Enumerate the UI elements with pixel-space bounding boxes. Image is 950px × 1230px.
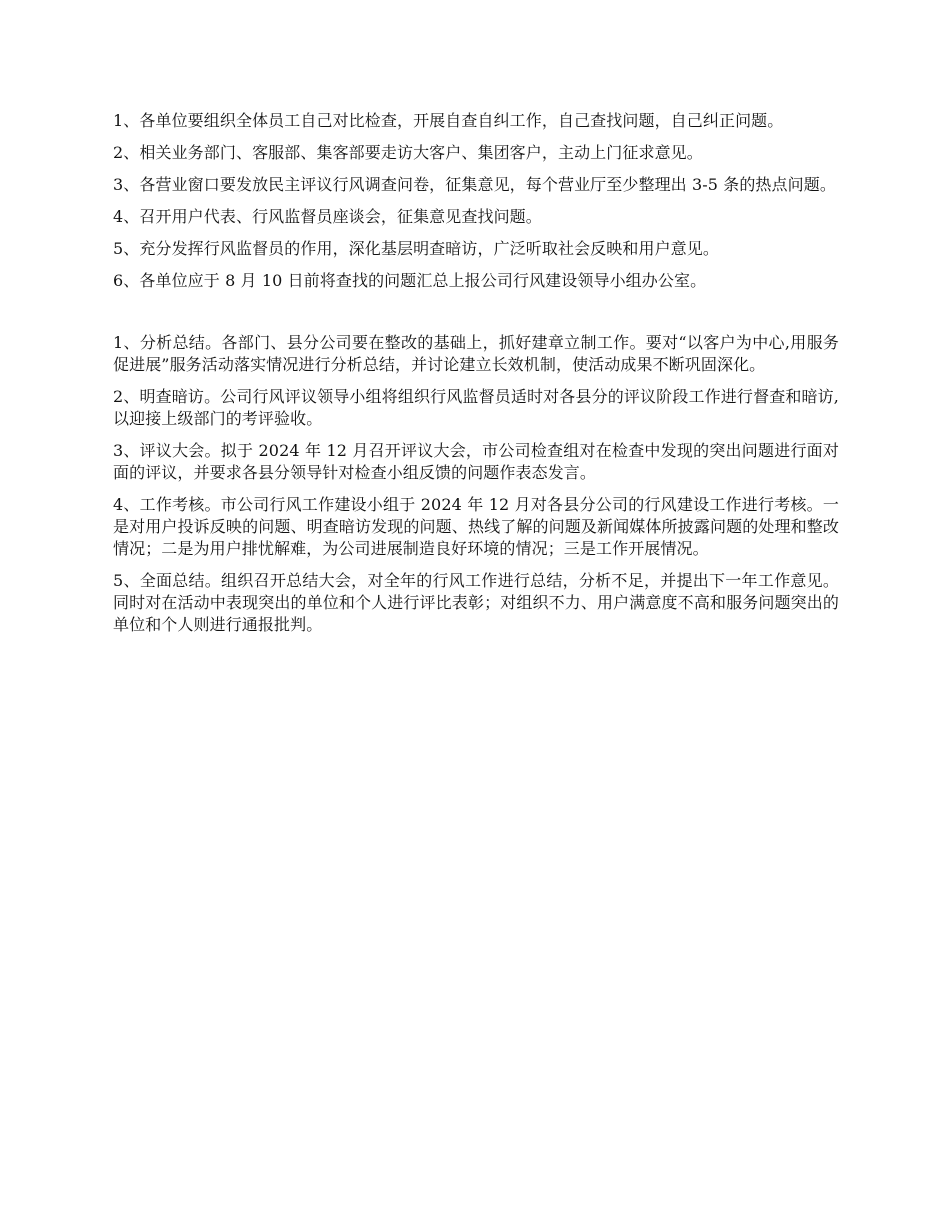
section-1-list [113, 110, 839, 292]
list-item: 1、分析总结。各部门、县分公司要在整改的基础上，抓好建章立制工作。要对“以客户为中心,用服务促进展”服务活动落实情况进行分析总结，并讨论建立长效机制，使活动成果不断巩固深化。 [113, 333, 839, 374]
list-item: 6、各单位应于 8 月 10 日前将查找的问题汇总上报公司行风建设领导小组办公室。 [113, 271, 707, 290]
list-item: 4、工作考核。市公司行风工作建设小组于 2024 年 12 月对各县分公司的行风建设工作进行考核。一是对用户投诉反映的问题、明查暗访发现的问题、热线了解的问题及新闻媒体所披露问题的处理和整改情况；二是为用户排忧解难，为公司进展制造良好环境的情况；三是工作开展情况。 [113, 495, 839, 558]
list-item: 1、各单位要组织全体员工自己对比检查，开展自查自纠工作，自己查找问题，自己纠正问题。 [113, 111, 784, 130]
list-item: 3、各营业窗口要发放民主评议行风调查问卷，征集意见，每个营业厅至少整理出 3-5 条的热点问题。 [113, 175, 836, 194]
document-page [113, 110, 839, 646]
list-item: 5、全面总结。组织召开总结大会，对全年的行风工作进行总结，分析不足，并提出下一年工作意见。同时对在活动中表现突出的单位和个人进行评比表彰；对组织不力、用户满意度不高和服务问题突出的单位和个人则进行通报批判。 [113, 571, 839, 634]
section-2-list [113, 332, 839, 636]
list-item: 2、相关业务部门、客服部、集客部要走访大客户、集团客户，主动上门征求意见。 [113, 143, 703, 162]
list-item: 3、评议大会。拟于 2024 年 12 月召开评议大会，市公司检查组对在检查中发现的突出问题进行面对面的评议，并要求各县分领导针对检查小组反馈的问题作表态发言。 [113, 441, 839, 482]
list-item: 5、充分发挥行风监督员的作用，深化基层明查暗访，广泛听取社会反映和用户意见。 [113, 239, 719, 258]
list-item: 4、召开用户代表、行风监督员座谈会，征集意见查找问题。 [113, 207, 542, 226]
list-item: 2、明查暗访。公司行风评议领导小组将组织行风监督员适时对各县分的评议阶段工作进行督查和暗访,以迎接上级部门的考评验收。 [113, 387, 839, 428]
